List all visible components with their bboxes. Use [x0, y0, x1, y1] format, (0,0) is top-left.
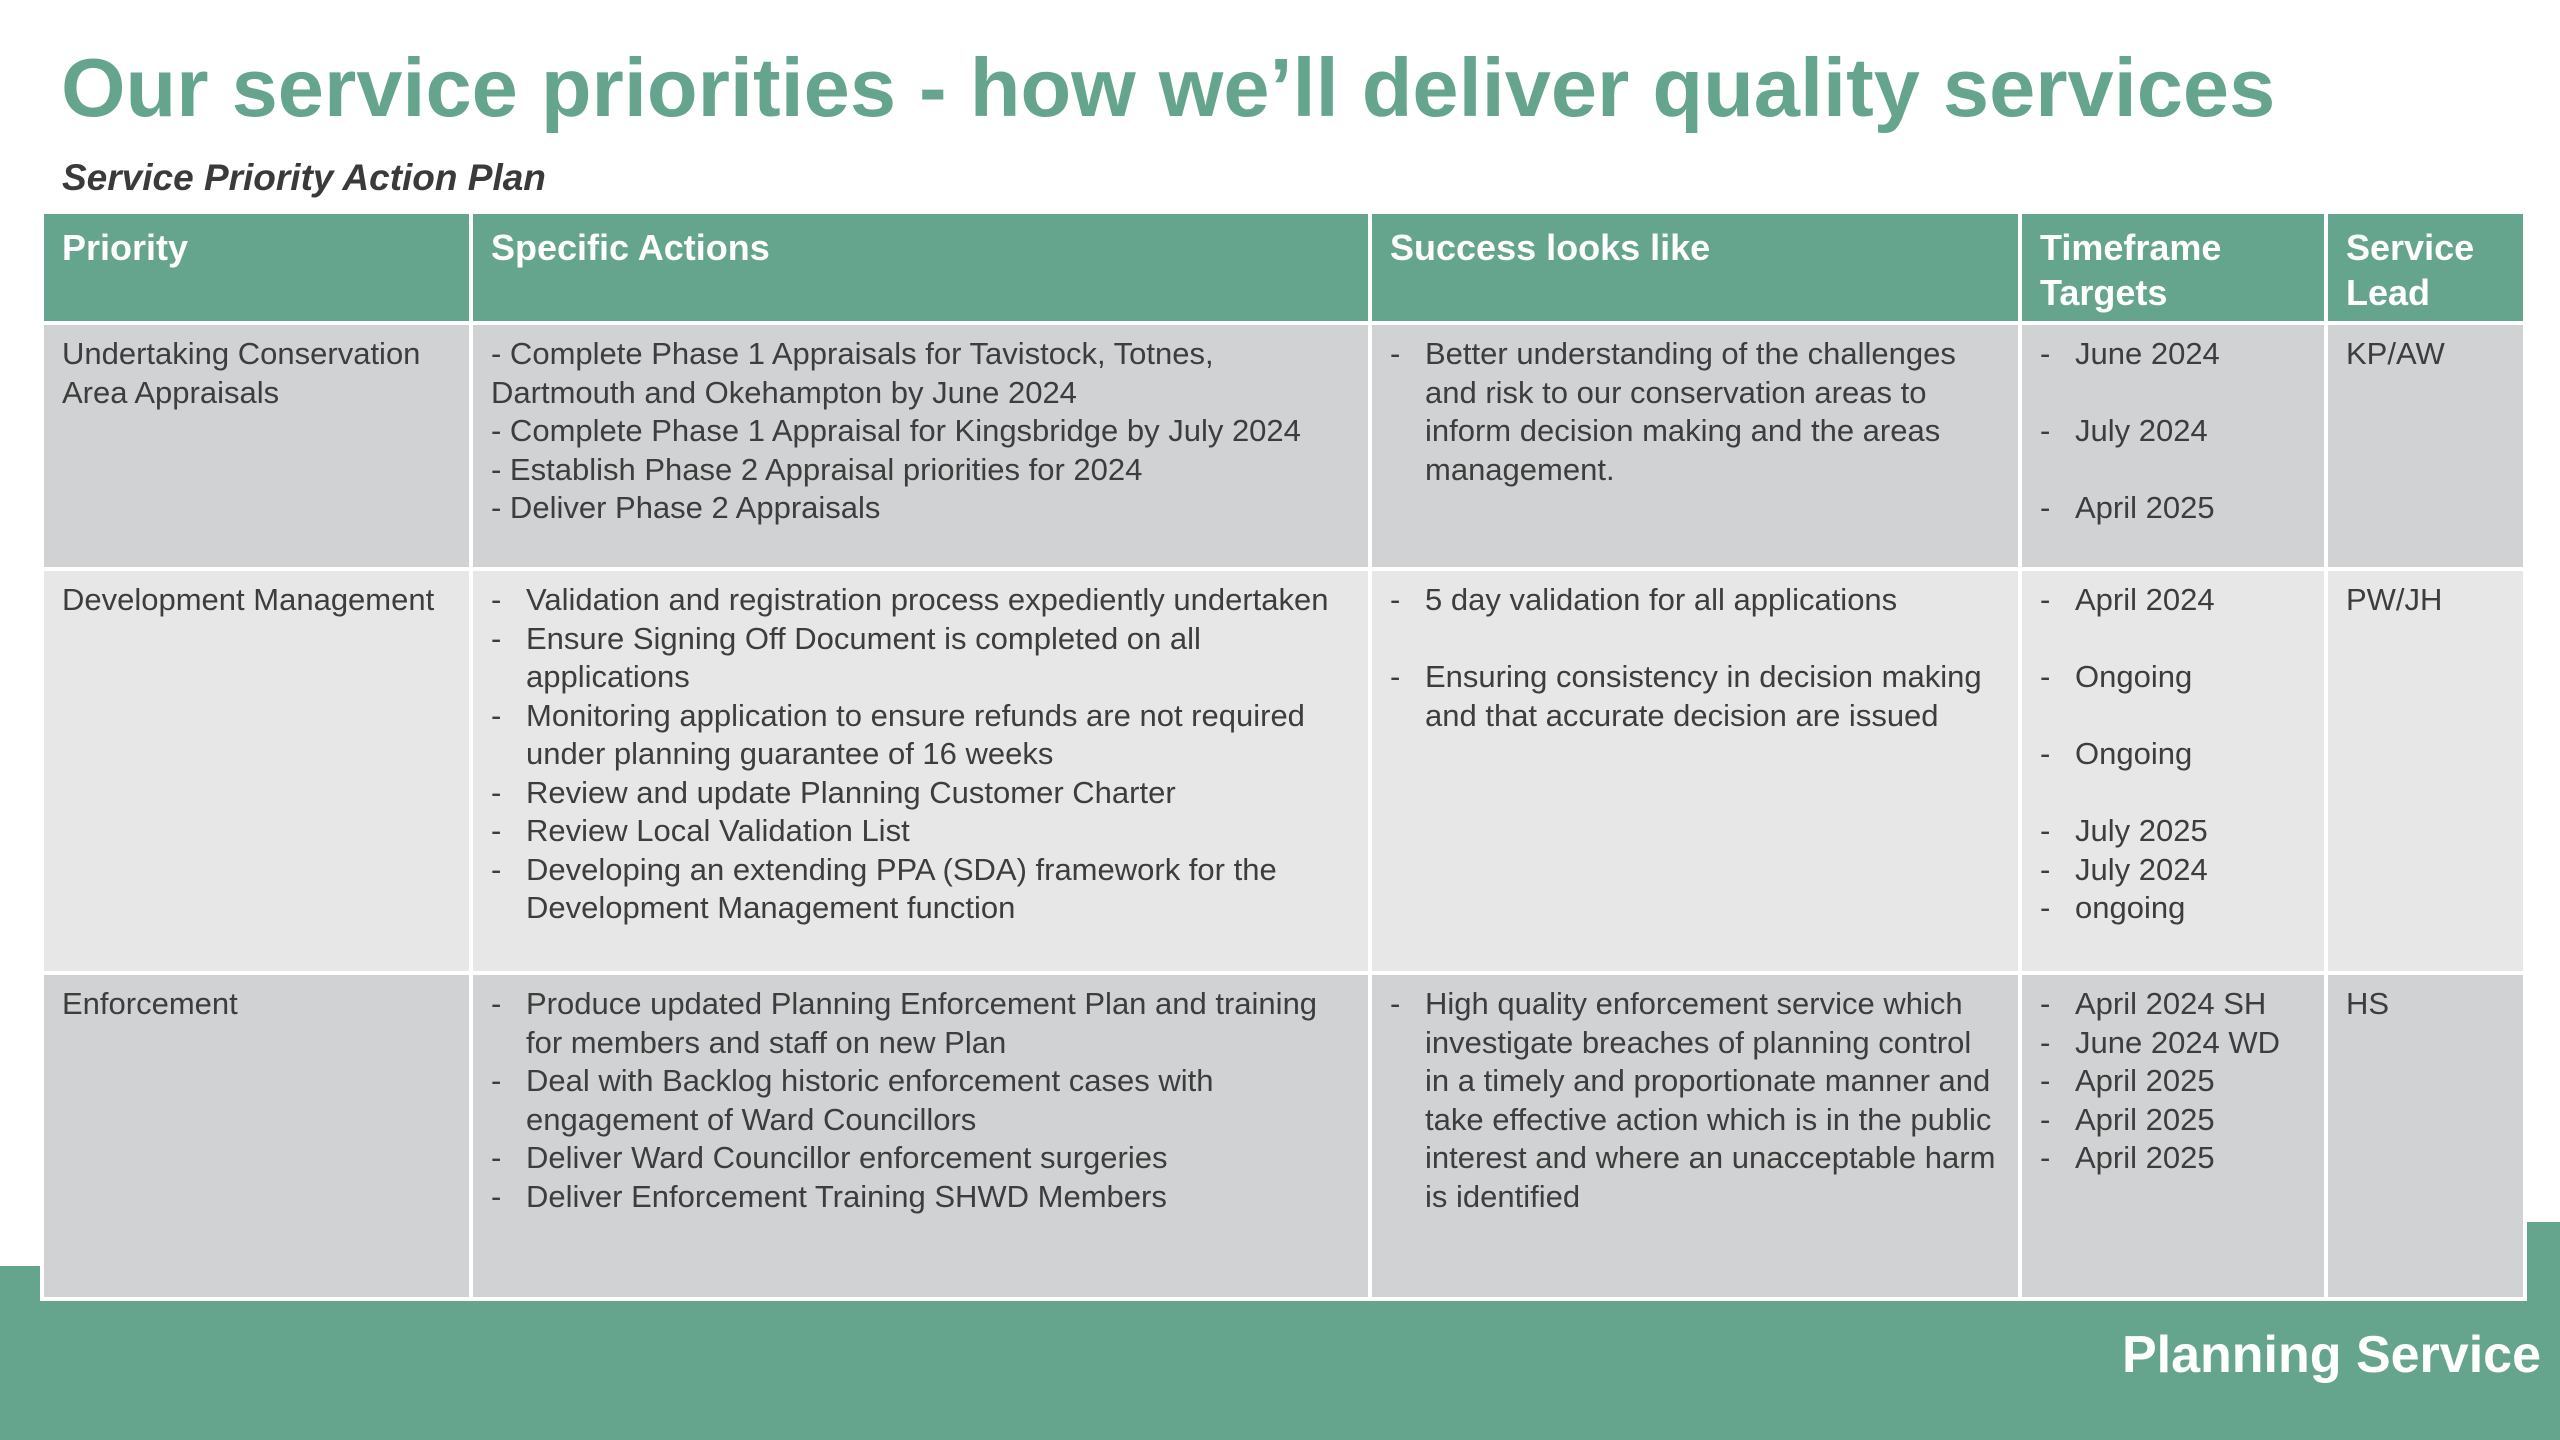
table-row-development-management [44, 571, 2523, 971]
timeframe-list [2040, 985, 2310, 1178]
header-priority: Priority [44, 214, 469, 321]
success-item: - Ensuring consistency in decision making and that accurate decision are issued [1390, 658, 2004, 735]
action-item: - Deliver Enforcement Training SHWD Members [491, 1178, 1354, 1217]
header-service-lead: Service Lead [2328, 214, 2523, 321]
action-plan-table [40, 210, 2527, 1301]
success-item: - High quality enforcement service which investigate breaches of planning control in a timely and proportionate manner and take effective action which is in the public interest and where an unacceptable harm is identified [1390, 985, 2004, 1216]
timeframe-item: - June 2024 [2040, 335, 2310, 374]
actions-list [491, 985, 1354, 1216]
table-row-conservation [44, 325, 2523, 567]
service-lead-cell: KP/AW [2328, 325, 2523, 567]
timeframe-item: - July 2025 [2040, 812, 2310, 851]
action-item: - Review Local Validation List [491, 812, 1354, 851]
timeframe-item: - Ongoing [2040, 658, 2310, 697]
action-item: - Ensure Signing Off Document is completed on all applications [491, 620, 1354, 697]
page-title: Our service priorities - how we’ll deliver quality services [61, 41, 2276, 134]
service-lead-cell: HS [2328, 975, 2523, 1297]
actions-cell [473, 975, 1368, 1297]
action-item: - Deliver Ward Councillor enforcement surgeries [491, 1139, 1354, 1178]
timeframe-item: - July 2024 [2040, 412, 2310, 451]
timeframe-item: - April 2025 [2040, 1062, 2310, 1101]
timeframe-cell [2022, 571, 2324, 971]
timeframe-item: - June 2024 WD [2040, 1024, 2310, 1063]
priority-cell: Undertaking Conservation Area Appraisals [44, 325, 469, 567]
action-item: - Developing an extending PPA (SDA) framework for the Development Management function [491, 851, 1354, 928]
success-list [1390, 335, 2004, 489]
actions-list [491, 581, 1354, 928]
timeframe-item: - April 2025 [2040, 489, 2310, 528]
action-item: - Complete Phase 1 Appraisal for Kingsbridge by July 2024 [491, 413, 1301, 448]
page-subtitle: Service Priority Action Plan [62, 157, 546, 198]
success-cell [1372, 325, 2018, 567]
timeframe-item: - April 2025 [2040, 1139, 2310, 1178]
action-item: - Produce updated Planning Enforcement Plan and training for members and staff on new Plan [491, 985, 1354, 1062]
timeframe-item: - April 2024 [2040, 581, 2310, 620]
success-cell [1372, 571, 2018, 971]
action-item: - Complete Phase 1 Appraisals for Tavistock, Totnes, Dartmouth and Okehampton by June 2024 [491, 336, 1214, 410]
action-item: - Deliver Phase 2 Appraisals [491, 490, 881, 525]
success-item: - Better understanding of the challenges and risk to our conservation areas to inform decision making and the areas management. [1390, 335, 2004, 489]
action-item: - Monitoring application to ensure refunds are not required under planning guarantee of 16 weeks [491, 697, 1354, 774]
priority-cell: Enforcement [44, 975, 469, 1297]
footer-service-label: Planning Service [2121, 1326, 2541, 1384]
success-list [1390, 581, 2004, 735]
table-row-enforcement [44, 975, 2523, 1297]
header-timeframe-targets: Timeframe Targets [2022, 214, 2324, 321]
actions-cell [473, 571, 1368, 971]
timeframe-item: - April 2025 [2040, 1101, 2310, 1140]
timeframe-cell [2022, 325, 2324, 567]
success-item: - 5 day validation for all applications [1390, 581, 2004, 620]
timeframe-item: - Ongoing [2040, 735, 2310, 774]
timeframe-item: - July 2024 [2040, 851, 2310, 890]
success-cell [1372, 975, 2018, 1297]
action-item: - Validation and registration process expediently undertaken [491, 581, 1354, 620]
timeframe-list [2040, 581, 2310, 928]
timeframe-list [2040, 335, 2310, 528]
header-specific-actions: Specific Actions [473, 214, 1368, 321]
service-lead-cell: PW/JH [2328, 571, 2523, 971]
action-item: - Deal with Backlog historic enforcement cases with engagement of Ward Councillors [491, 1062, 1354, 1139]
timeframe-item: - ongoing [2040, 889, 2310, 928]
success-list [1390, 985, 2004, 1216]
timeframe-cell [2022, 975, 2324, 1297]
action-item: - Review and update Planning Customer Charter [491, 774, 1354, 813]
action-item: - Establish Phase 2 Appraisal priorities for 2024 [491, 451, 1143, 487]
priority-cell: Development Management [44, 571, 469, 971]
timeframe-item: - April 2024 SH [2040, 985, 2310, 1024]
table-header-row [44, 214, 2523, 321]
actions-cell [473, 325, 1368, 567]
header-success-looks-like: Success looks like [1372, 214, 2018, 321]
